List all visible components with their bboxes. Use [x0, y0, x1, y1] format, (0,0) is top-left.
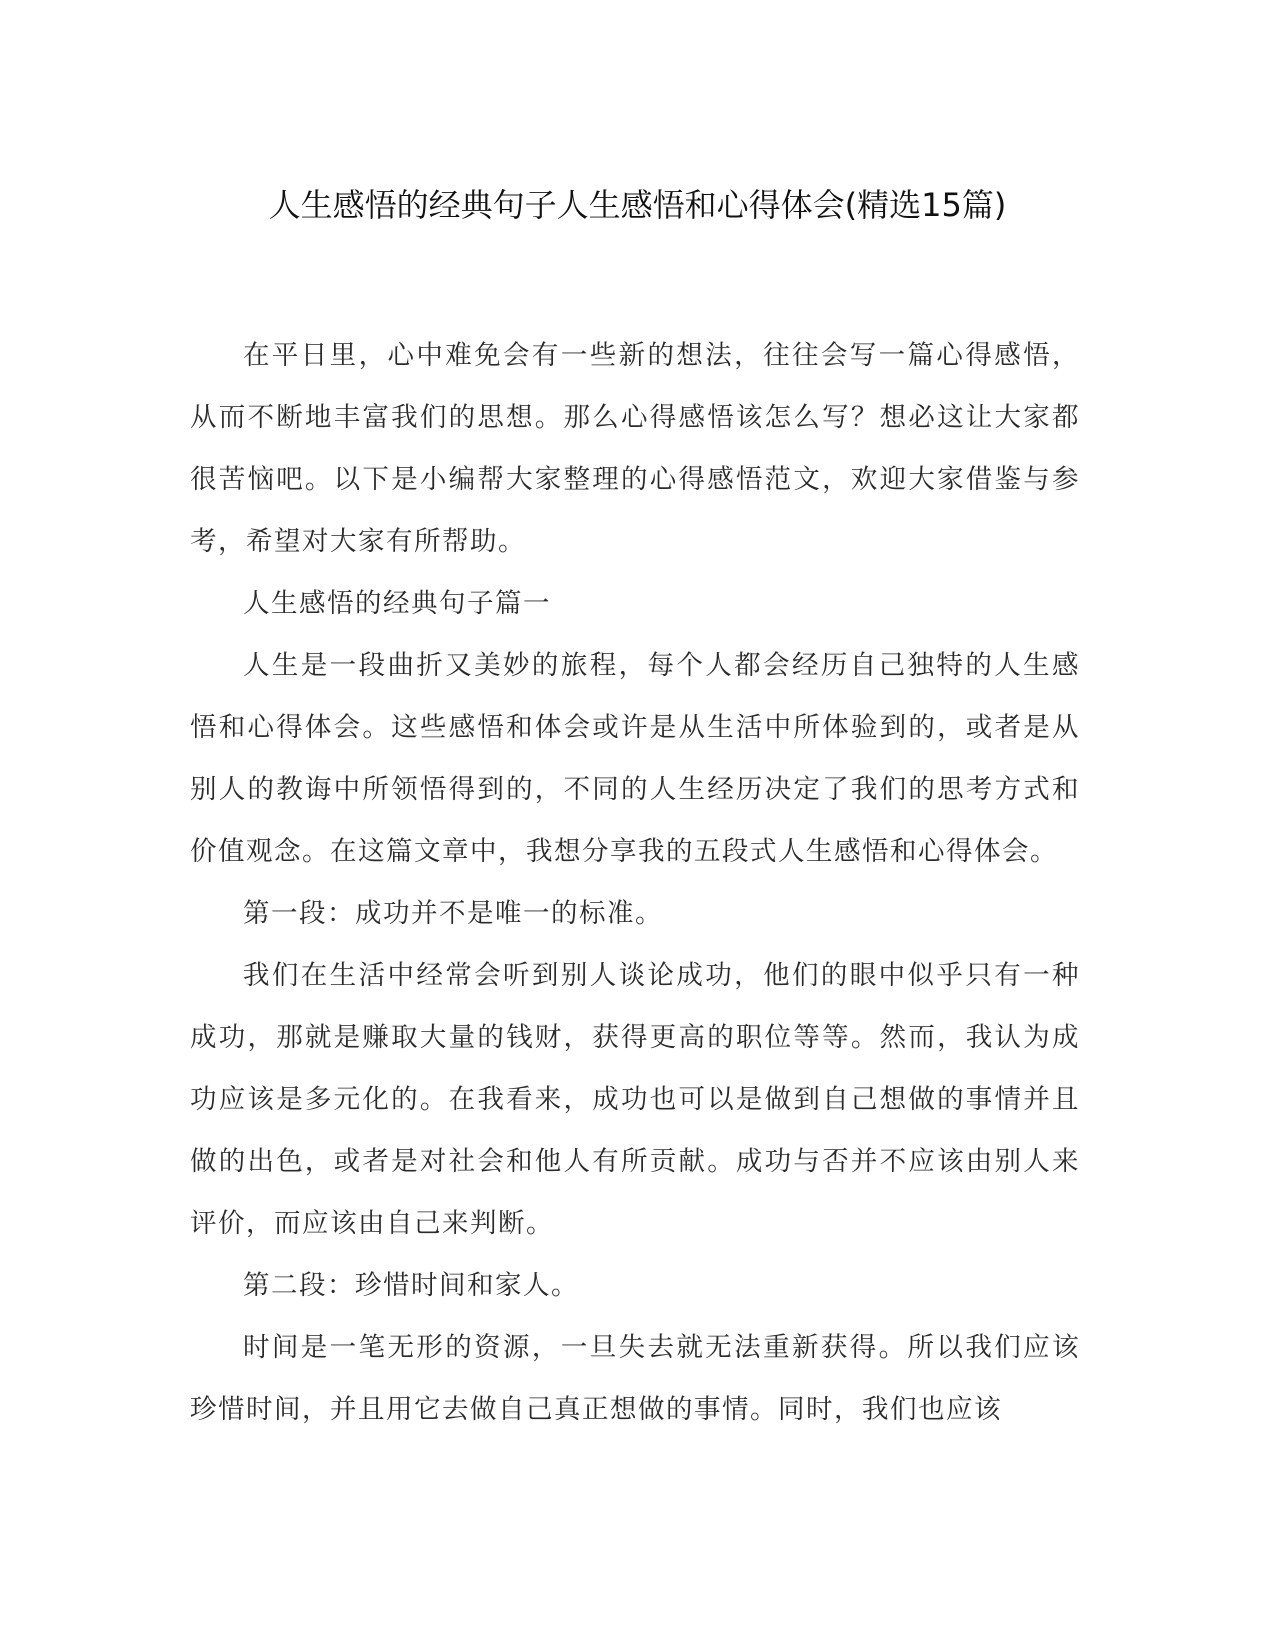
- section-heading: 人生感悟的经典句子篇一: [243, 588, 551, 619]
- document-title: 人生感悟的经典句子人生感悟和心得体会(精选15篇): [268, 186, 1007, 224]
- subsection-heading: 第二段：珍惜时间和家人。: [243, 1270, 579, 1301]
- subsection-heading: 第一段：成功并不是唯一的标准。: [243, 898, 663, 929]
- intro-paragraph: 在平日里，心中难免会有一些新的想法，往往会写一篇心得感悟，从而不断地丰富我们的思想。那么心得感悟该怎么写？想必这让大家都很苦恼吧。以下是小编帮大家整理的心得感悟范文，欢迎大家借鉴与参考，希望对大家有所帮助。: [190, 340, 1080, 557]
- body-paragraph: 时间是一笔无形的资源，一旦失去就无法重新获得。所以我们应该珍惜时间，并且用它去做自己真正想做的事情。同时，我们也应该: [190, 1332, 1080, 1425]
- document-body: [190, 325, 1080, 1441]
- body-paragraph: 人生是一段曲折又美妙的旅程，每个人都会经历自己独特的人生感悟和心得体会。这些感悟和体会或许是从生活中所体验到的，或者是从别人的教诲中所领悟得到的，不同的人生经历决定了我们的思考方式和价值观念。在这篇文章中，我想分享我的五段式人生感悟和心得体会。: [190, 650, 1080, 867]
- body-paragraph: 我们在生活中经常会听到别人谈论成功，他们的眼中似乎只有一种成功，那就是赚取大量的钱财，获得更高的职位等等。然而，我认为成功应该是多元化的。在我看来，成功也可以是做到自己想做的事情并且做的出色，或者是对社会和他人有所贡献。成功与否并不应该由别人来评价，而应该由自己来判断。: [190, 960, 1080, 1239]
